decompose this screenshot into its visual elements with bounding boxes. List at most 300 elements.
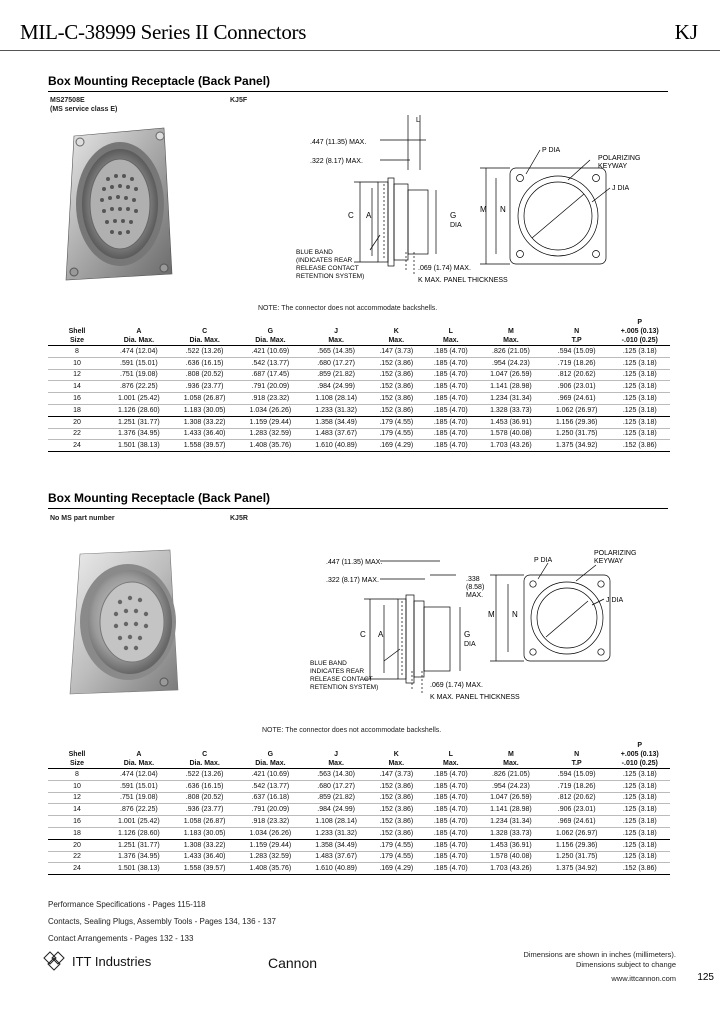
table-row bbox=[48, 816, 670, 828]
table-cell: .152 (3.86) bbox=[369, 369, 424, 381]
table-bottom-rule-cell bbox=[48, 875, 670, 876]
table-cell: 1.358 (34.49) bbox=[303, 416, 369, 428]
table-cell: .125 (3.18) bbox=[610, 780, 670, 792]
table-row bbox=[48, 863, 670, 875]
col-shell-2 bbox=[48, 741, 106, 769]
table-cell: 22 bbox=[48, 851, 106, 863]
table-cell: 1.610 (40.89) bbox=[303, 440, 369, 452]
table-cell: 12 bbox=[48, 792, 106, 804]
table-cell: 1.578 (40.08) bbox=[478, 428, 544, 440]
table-row bbox=[48, 404, 670, 416]
col-p-2-line-3: -.010 (0.25) bbox=[621, 760, 658, 767]
col-a-2-line-1: A bbox=[136, 751, 142, 758]
dim-322: .322 (8.17) MAX. bbox=[310, 158, 363, 165]
header-divider bbox=[0, 50, 720, 51]
table-cell: 1.034 (26.26) bbox=[238, 827, 304, 839]
col-j-2 bbox=[303, 741, 369, 769]
section-2-note: NOTE: The connector does not accommodate backshells. bbox=[262, 727, 442, 734]
table-bottom-rule bbox=[48, 875, 670, 876]
col-l-2 bbox=[424, 741, 479, 769]
col-p-line-1: P bbox=[637, 319, 643, 326]
dim-n-2: N bbox=[512, 610, 518, 619]
dimension-drawing-2 bbox=[280, 545, 700, 710]
table-cell: .594 (15.09) bbox=[544, 346, 610, 358]
table-row bbox=[48, 839, 670, 851]
table-cell: .808 (20.52) bbox=[172, 369, 238, 381]
table-cell: 1.283 (32.59) bbox=[238, 851, 304, 863]
table-cell: .826 (21.05) bbox=[478, 346, 544, 358]
table-cell: .687 (17.45) bbox=[238, 369, 304, 381]
dim-p-dia-2: P DIA bbox=[534, 557, 553, 564]
col-n-line-1: N bbox=[574, 328, 580, 335]
section-1-header bbox=[48, 74, 668, 92]
table-cell: .637 (16.18) bbox=[238, 792, 304, 804]
table-cell: .791 (20.09) bbox=[238, 804, 304, 816]
table-1-body bbox=[48, 346, 670, 453]
table-cell: 1.483 (37.67) bbox=[303, 851, 369, 863]
table-cell: 1.558 (39.57) bbox=[172, 440, 238, 452]
table-cell: .906 (23.01) bbox=[544, 804, 610, 816]
table-cell: .185 (4.70) bbox=[424, 863, 479, 875]
link-performance-specs[interactable]: Performance Specifications - Pages 115-118 bbox=[48, 900, 206, 909]
table-cell: 12 bbox=[48, 369, 106, 381]
table-cell: .954 (24.23) bbox=[478, 780, 544, 792]
table-row bbox=[48, 792, 670, 804]
dim-447: .447 (11.35) MAX. bbox=[310, 139, 367, 146]
dim-m-2: M bbox=[488, 610, 495, 619]
dim-322-2: .322 (8.17) MAX. bbox=[326, 577, 379, 584]
table-cell: .522 (13.26) bbox=[172, 769, 238, 781]
table-row bbox=[48, 416, 670, 428]
table-cell: 1.234 (31.34) bbox=[478, 816, 544, 828]
table-row bbox=[48, 827, 670, 839]
table-cell: .125 (3.18) bbox=[610, 404, 670, 416]
col-shell bbox=[48, 318, 106, 346]
receptacle-photo-2 bbox=[60, 548, 190, 698]
table-cell: .791 (20.09) bbox=[238, 381, 304, 393]
dim-g-dia-2: DIA bbox=[464, 641, 476, 648]
table-cell: 1.251 (31.77) bbox=[106, 839, 172, 851]
link-contacts-tools[interactable]: Contacts, Sealing Plugs, Assembly Tools - Pages 134, 136 - 137 bbox=[48, 917, 276, 926]
table-cell: .936 (23.77) bbox=[172, 804, 238, 816]
section-2-kj-code: KJ5R bbox=[230, 515, 248, 522]
section-1-kj-code: KJ5F bbox=[230, 97, 248, 104]
table-cell: 1.558 (39.57) bbox=[172, 863, 238, 875]
table-cell: .185 (4.70) bbox=[424, 804, 479, 816]
spec-table-2 bbox=[48, 741, 670, 875]
table-cell: .125 (3.18) bbox=[610, 393, 670, 405]
table-cell: .185 (4.70) bbox=[424, 440, 479, 452]
table-row bbox=[48, 393, 670, 405]
table-cell: 1.376 (34.95) bbox=[106, 851, 172, 863]
table-cell: .185 (4.70) bbox=[424, 792, 479, 804]
table-cell: .152 (3.86) bbox=[369, 816, 424, 828]
table-cell: 14 bbox=[48, 381, 106, 393]
table-cell: .147 (3.73) bbox=[369, 346, 424, 358]
col-a-2-line-2: Dia. Max. bbox=[123, 760, 155, 767]
table-cell: .185 (4.70) bbox=[424, 816, 479, 828]
blue-band-2-line-4: RETENTION SYSTEM) bbox=[310, 684, 379, 691]
table-cell: .125 (3.18) bbox=[610, 839, 670, 851]
page-title: MIL-C-38999 Series II Connectors bbox=[20, 20, 307, 44]
table-cell: 1.001 (25.42) bbox=[106, 393, 172, 405]
col-c-line-2: Dia. Max. bbox=[189, 337, 220, 344]
section-2-ms-part: No MS part number bbox=[50, 515, 115, 522]
table-cell: .474 (12.04) bbox=[106, 769, 172, 781]
col-shell-2-line-1: Shell bbox=[68, 751, 86, 758]
table-cell: .152 (3.86) bbox=[369, 780, 424, 792]
section-2-rule bbox=[48, 508, 668, 509]
table-cell: .185 (4.70) bbox=[424, 369, 479, 381]
dim-a: A bbox=[366, 211, 372, 220]
dim-c: C bbox=[348, 211, 354, 220]
itt-logo-icon bbox=[42, 950, 66, 972]
col-m-2-line-1: M bbox=[507, 751, 514, 758]
table-cell: .680 (17.27) bbox=[303, 357, 369, 369]
table-cell: 1.283 (32.59) bbox=[238, 428, 304, 440]
blue-band-line-1: BLUE BAND bbox=[296, 249, 333, 256]
table-cell: 1.610 (40.89) bbox=[303, 863, 369, 875]
table-cell: .185 (4.70) bbox=[424, 827, 479, 839]
table-cell: .421 (10.69) bbox=[238, 769, 304, 781]
itt-logo bbox=[42, 950, 151, 972]
table-cell: .876 (22.25) bbox=[106, 381, 172, 393]
dim-338-max: MAX. bbox=[466, 592, 484, 599]
table-cell: 1.159 (29.44) bbox=[238, 416, 304, 428]
col-l-line-2: Max. bbox=[442, 337, 459, 344]
table-cell: .185 (4.70) bbox=[424, 780, 479, 792]
dim-g: G bbox=[450, 211, 457, 220]
col-p-line-3: -.010 (0.25) bbox=[621, 337, 658, 344]
table-bottom-rule bbox=[48, 452, 670, 453]
col-n-line-2: T.P bbox=[571, 337, 582, 344]
col-j-line-2: Max. bbox=[328, 337, 344, 344]
table-1-header bbox=[48, 318, 670, 346]
col-k-2 bbox=[369, 741, 424, 769]
table-cell: .591 (15.01) bbox=[106, 780, 172, 792]
website-link[interactable]: www.ittcannon.com bbox=[611, 974, 676, 983]
col-p bbox=[610, 318, 670, 346]
col-c-line-1: C bbox=[202, 328, 208, 335]
table-cell: .421 (10.69) bbox=[238, 346, 304, 358]
dim-447-2: .447 (11.35) MAX. bbox=[326, 559, 383, 566]
table-cell: .185 (4.70) bbox=[424, 357, 479, 369]
table-cell: 1.233 (31.32) bbox=[303, 827, 369, 839]
table-cell: 1.047 (26.59) bbox=[478, 792, 544, 804]
link-contact-arrangements[interactable]: Contact Arrangements - Pages 132 - 133 bbox=[48, 934, 194, 943]
table-cell: .594 (15.09) bbox=[544, 769, 610, 781]
table-cell: .474 (12.04) bbox=[106, 346, 172, 358]
table-row bbox=[48, 440, 670, 452]
col-c-2-line-2: Dia. Max. bbox=[189, 760, 220, 767]
table-cell: .984 (24.99) bbox=[303, 381, 369, 393]
section-1-ms-part: MS27508E bbox=[50, 97, 85, 104]
table-cell: .185 (4.70) bbox=[424, 428, 479, 440]
col-k-line-2: Max. bbox=[388, 337, 405, 344]
col-g-2-line-1: G bbox=[267, 751, 274, 758]
col-c bbox=[172, 318, 238, 346]
table-cell: .969 (24.61) bbox=[544, 816, 610, 828]
col-l-2-line-1: L bbox=[448, 751, 453, 758]
table-cell: 1.159 (29.44) bbox=[238, 839, 304, 851]
col-shell-line-2: Size bbox=[69, 337, 84, 344]
table-cell: 1.501 (38.13) bbox=[106, 440, 172, 452]
table-cell: .969 (24.61) bbox=[544, 393, 610, 405]
col-p-2-line-1: P bbox=[637, 742, 643, 749]
col-m bbox=[478, 318, 544, 346]
table-cell: 1.183 (30.05) bbox=[172, 404, 238, 416]
table-cell: 1.408 (35.76) bbox=[238, 863, 304, 875]
col-p-2 bbox=[610, 741, 670, 769]
dim-k-panel: K MAX. PANEL THICKNESS bbox=[418, 277, 508, 284]
blue-band-line-2: (INDICATES REAR bbox=[296, 257, 353, 264]
col-a bbox=[106, 318, 172, 346]
table-cell: .812 (20.62) bbox=[544, 792, 610, 804]
dim-n: N bbox=[500, 205, 506, 214]
col-n bbox=[544, 318, 610, 346]
table-cell: 14 bbox=[48, 804, 106, 816]
dim-k-panel-2: K MAX. PANEL THICKNESS bbox=[430, 694, 520, 701]
table-cell: .125 (3.18) bbox=[610, 381, 670, 393]
dim-069: .069 (1.74) MAX. bbox=[418, 265, 471, 272]
table-cell: 1.501 (38.13) bbox=[106, 863, 172, 875]
section-2-title: Box Mounting Receptacle (Back Panel) bbox=[48, 491, 271, 505]
section-1-ms-class: (MS service class E) bbox=[50, 106, 118, 113]
dim-j-dia: J DIA bbox=[612, 185, 630, 192]
table-cell: 1.062 (26.97) bbox=[544, 404, 610, 416]
table-2-body bbox=[48, 769, 670, 876]
blue-band-2-line-3: RELEASE CONTACT bbox=[310, 676, 373, 683]
col-m-2 bbox=[478, 741, 544, 769]
col-k-line-1: K bbox=[393, 328, 399, 335]
col-l-line-1: L bbox=[448, 328, 453, 335]
table-cell: 1.433 (36.40) bbox=[172, 851, 238, 863]
table-cell: .542 (13.77) bbox=[238, 357, 304, 369]
table-cell: .125 (3.18) bbox=[610, 357, 670, 369]
table-cell: .152 (3.86) bbox=[369, 792, 424, 804]
table-cell: 1.034 (26.26) bbox=[238, 404, 304, 416]
table-cell: 1.183 (30.05) bbox=[172, 827, 238, 839]
footer-notes bbox=[523, 950, 676, 984]
table-cell: 1.358 (34.49) bbox=[303, 839, 369, 851]
change-note: Dimensions subject to change bbox=[575, 960, 676, 969]
table-cell: .542 (13.77) bbox=[238, 780, 304, 792]
dim-l: L bbox=[416, 117, 420, 124]
blue-band-line-3: RELEASE CONTACT bbox=[296, 265, 359, 272]
col-n-2-line-2: T.P bbox=[571, 760, 582, 767]
table-row bbox=[48, 346, 670, 358]
table-row bbox=[48, 369, 670, 381]
polarizing-label: POLARIZING bbox=[598, 155, 641, 162]
dimension-drawing-1 bbox=[280, 110, 700, 300]
table-cell: 1.483 (37.67) bbox=[303, 428, 369, 440]
table-cell: 8 bbox=[48, 769, 106, 781]
col-shell-line-1: Shell bbox=[68, 328, 86, 335]
col-l bbox=[424, 318, 479, 346]
table-cell: 10 bbox=[48, 780, 106, 792]
table-cell: .826 (21.05) bbox=[478, 769, 544, 781]
col-a-line-2: Dia. Max. bbox=[123, 337, 155, 344]
table-cell: .185 (4.70) bbox=[424, 393, 479, 405]
col-c-2-line-1: C bbox=[202, 751, 208, 758]
col-g-2-line-2: Dia. Max. bbox=[255, 760, 286, 767]
dim-m: M bbox=[480, 205, 487, 214]
table-cell: .147 (3.73) bbox=[369, 769, 424, 781]
dim-c-2: C bbox=[360, 630, 366, 639]
table-cell: 1.108 (28.14) bbox=[303, 816, 369, 828]
table-cell: .563 (14.30) bbox=[303, 769, 369, 781]
dims-note: Dimensions are shown in inches (millimeters). bbox=[523, 950, 676, 959]
table-cell: .719 (18.26) bbox=[544, 357, 610, 369]
col-n-2 bbox=[544, 741, 610, 769]
col-j-2-line-1: J bbox=[334, 751, 339, 758]
keyway-label: KEYWAY bbox=[598, 163, 628, 170]
table-cell: .125 (3.18) bbox=[610, 346, 670, 358]
table-cell: 16 bbox=[48, 393, 106, 405]
table-cell: .125 (3.18) bbox=[610, 369, 670, 381]
dim-j-dia-2: J DIA bbox=[606, 597, 624, 604]
table-cell: .751 (19.08) bbox=[106, 792, 172, 804]
table-cell: .185 (4.70) bbox=[424, 839, 479, 851]
table-cell: .185 (4.70) bbox=[424, 416, 479, 428]
table-cell: .125 (3.18) bbox=[610, 804, 670, 816]
col-c-2 bbox=[172, 741, 238, 769]
table-cell: .565 (14.35) bbox=[303, 346, 369, 358]
table-row bbox=[48, 381, 670, 393]
col-m-line-1: M bbox=[507, 328, 514, 335]
table-cell: .936 (23.77) bbox=[172, 381, 238, 393]
dim-g-2: G bbox=[464, 630, 471, 639]
table-cell: .179 (4.55) bbox=[369, 839, 424, 851]
table-cell: .125 (3.18) bbox=[610, 816, 670, 828]
table-cell: 1.047 (26.59) bbox=[478, 369, 544, 381]
table-cell: .918 (23.32) bbox=[238, 393, 304, 405]
col-n-2-line-1: N bbox=[574, 751, 580, 758]
table-cell: 1.250 (31.75) bbox=[544, 851, 610, 863]
table-cell: .152 (3.86) bbox=[369, 381, 424, 393]
table-cell: 1.001 (25.42) bbox=[106, 816, 172, 828]
col-j-line-1: J bbox=[334, 328, 339, 335]
table-cell: 1.578 (40.08) bbox=[478, 851, 544, 863]
table-cell: .185 (4.70) bbox=[424, 769, 479, 781]
dim-a-2: A bbox=[378, 630, 384, 639]
table-row bbox=[48, 769, 670, 781]
table-cell: 1.141 (28.98) bbox=[478, 804, 544, 816]
table-cell: .636 (16.15) bbox=[172, 357, 238, 369]
table-cell: 1.058 (26.87) bbox=[172, 816, 238, 828]
table-cell: .152 (3.86) bbox=[369, 827, 424, 839]
col-k-2-line-2: Max. bbox=[388, 760, 405, 767]
table-cell: 1.126 (28.60) bbox=[106, 827, 172, 839]
table-cell: 1.234 (31.34) bbox=[478, 393, 544, 405]
table-cell: .169 (4.29) bbox=[369, 440, 424, 452]
col-g-line-1: G bbox=[267, 328, 274, 335]
receptacle-photo-1 bbox=[60, 124, 180, 284]
table-cell: 1.141 (28.98) bbox=[478, 381, 544, 393]
table-cell: 10 bbox=[48, 357, 106, 369]
section-1-rule bbox=[48, 91, 668, 92]
table-cell: 1.328 (33.73) bbox=[478, 827, 544, 839]
table-cell: 1.251 (31.77) bbox=[106, 416, 172, 428]
table-cell: .125 (3.18) bbox=[610, 769, 670, 781]
table-cell: 16 bbox=[48, 816, 106, 828]
brand-cannon: Cannon bbox=[268, 955, 318, 971]
table-cell: .906 (23.01) bbox=[544, 381, 610, 393]
polarizing-label-2: POLARIZING bbox=[594, 550, 637, 557]
col-a-line-1: A bbox=[136, 328, 142, 335]
blue-band-2-line-2: INDICATES REAR bbox=[310, 668, 365, 675]
col-k bbox=[369, 318, 424, 346]
table-cell: .152 (3.86) bbox=[369, 404, 424, 416]
table-cell: 1.108 (28.14) bbox=[303, 393, 369, 405]
col-k-2-line-1: K bbox=[393, 751, 399, 758]
itt-logo-text: ITT Industries bbox=[72, 953, 152, 969]
table-cell: .185 (4.70) bbox=[424, 851, 479, 863]
col-p-2-line-2: +.005 (0.13) bbox=[620, 751, 659, 758]
dim-338-mm: (8.58) bbox=[466, 584, 485, 591]
table-cell: .125 (3.18) bbox=[610, 827, 670, 839]
table-cell: .751 (19.08) bbox=[106, 369, 172, 381]
col-m-line-2: Max. bbox=[503, 337, 519, 344]
table-cell: .680 (17.27) bbox=[303, 780, 369, 792]
table-cell: .125 (3.18) bbox=[610, 416, 670, 428]
table-cell: 1.308 (33.22) bbox=[172, 839, 238, 851]
table-cell: .185 (4.70) bbox=[424, 404, 479, 416]
table-bottom-rule-cell bbox=[48, 452, 670, 453]
keyway-label-2: KEYWAY bbox=[594, 558, 624, 565]
table-cell: 1.375 (34.92) bbox=[544, 863, 610, 875]
col-g-2 bbox=[238, 741, 304, 769]
table-cell: 20 bbox=[48, 839, 106, 851]
table-cell: 8 bbox=[48, 346, 106, 358]
table-cell: .185 (4.70) bbox=[424, 381, 479, 393]
section-1-note: NOTE: The connector does not accommodate backshells. bbox=[258, 305, 438, 312]
table-cell: 1.233 (31.32) bbox=[303, 404, 369, 416]
table-2-header bbox=[48, 741, 670, 769]
table-cell: .179 (4.55) bbox=[369, 428, 424, 440]
table-cell: 20 bbox=[48, 416, 106, 428]
table-cell: .808 (20.52) bbox=[172, 792, 238, 804]
table-cell: .522 (13.26) bbox=[172, 346, 238, 358]
table-cell: .918 (23.32) bbox=[238, 816, 304, 828]
table-cell: .719 (18.26) bbox=[544, 780, 610, 792]
table-cell: 1.376 (34.95) bbox=[106, 428, 172, 440]
table-cell: 18 bbox=[48, 827, 106, 839]
table-cell: .125 (3.18) bbox=[610, 428, 670, 440]
dim-p-dia: P DIA bbox=[542, 147, 561, 154]
table-cell: .812 (20.62) bbox=[544, 369, 610, 381]
table-cell: 1.308 (33.22) bbox=[172, 416, 238, 428]
table-cell: .185 (4.70) bbox=[424, 346, 479, 358]
table-row bbox=[48, 780, 670, 792]
table-cell: 1.328 (33.73) bbox=[478, 404, 544, 416]
table-row bbox=[48, 357, 670, 369]
table-row bbox=[48, 851, 670, 863]
spec-table-1 bbox=[48, 318, 670, 452]
table-cell: .636 (16.15) bbox=[172, 780, 238, 792]
table-cell: .984 (24.99) bbox=[303, 804, 369, 816]
table-cell: 1.408 (35.76) bbox=[238, 440, 304, 452]
table-cell: .954 (24.23) bbox=[478, 357, 544, 369]
table-cell: .152 (3.86) bbox=[610, 440, 670, 452]
dim-g-dia: DIA bbox=[450, 222, 462, 229]
table-cell: 18 bbox=[48, 404, 106, 416]
table-cell: .859 (21.82) bbox=[303, 369, 369, 381]
blue-band-2-line-1: BLUE BAND bbox=[310, 660, 347, 667]
table-cell: .125 (3.18) bbox=[610, 851, 670, 863]
table-cell: 1.058 (26.87) bbox=[172, 393, 238, 405]
table-cell: .591 (15.01) bbox=[106, 357, 172, 369]
